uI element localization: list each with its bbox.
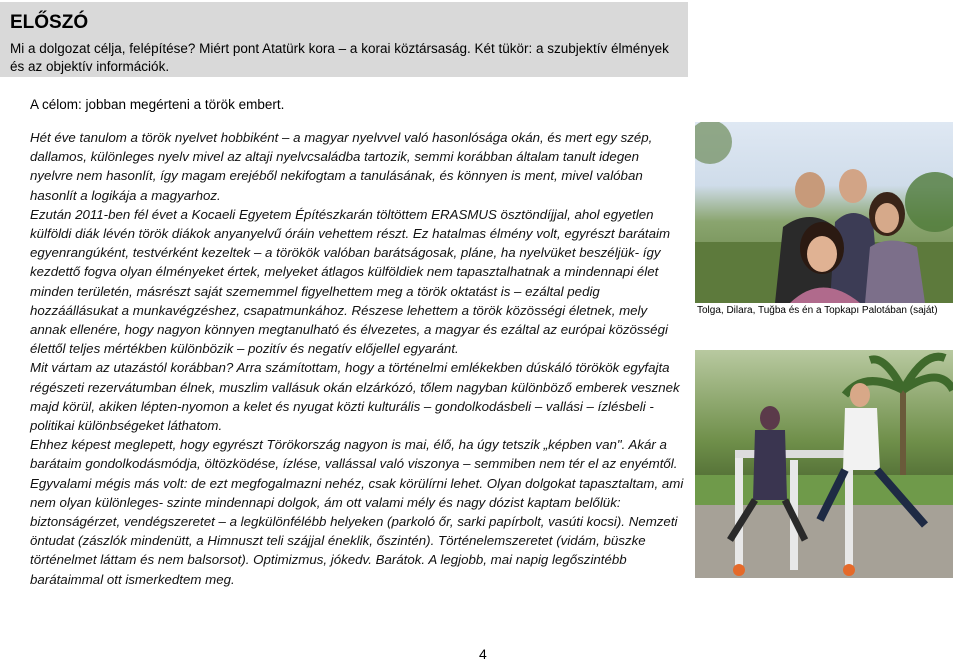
chapter-header — [0, 2, 688, 77]
chapter-title: ELŐSZÓ — [10, 12, 89, 33]
photo-park-exercise — [695, 350, 953, 578]
chapter-subtitle: Mi a dolgozat célja, felépítése? Miért pont Atatürk kora – a korai köztársaság. Két tükör: a szubjektív élmények és az objektív információk. — [10, 41, 669, 74]
paragraph: Ezután 2011-ben fél évet a Kocaeli Egyetem Építészkarán töltöttem ERASMUS ösztöndíjjal, ahol egyetlen külföldi diák lévén török diákok anyanyelvű óráin vehettem részt. Ez hatalmas élmény volt, egyrészt barátaim egyenrangúként, testvérként kezeltek – a törökök valóban barátságosak, pláne, ha nyelvüket beszéljük- így kezdettő fogva olyan élményeket értek, melyeket átlagos külföldiek nem tapasztalhatnak a mindennapi élet minden területén, másrészt saját szememmel figyelhettem meg a török oktatást is – ezáltal pedig hozzáállásukat a munkavégzéshez, csapatmunkához. Részese lehettem a török közösségi életnek, mely annak ellenére, hogy nagyon könnyen megtanulható és élvezetes, a magyar és ezáltal az európai közösségi élettől teljes mértékben különbözik – pozitív és negatív előjellel egyaránt. — [30, 206, 671, 357]
page-number: 4 — [479, 646, 487, 662]
photo-friends-topkapi — [695, 122, 953, 303]
photo-caption: Tolga, Dilara, Tuğba és én a Topkapı Palotában (saját) — [697, 305, 938, 316]
paragraph: Mit vártam az utazástól korábban? Arra számítottam, hogy a történelmi emlékekben dúskáló törökök egyfajta régészeti rezervátumban élnek, muszlim vallásuk okán elzárkózó, tőlem nagyban különböző emberek vesznek majd körül, akiken lépten-nyomon a kelet és nyugat közti kulturális – gondolkodásbeli – vallási – ízlésbeli - politikai különbségeket láthatom. — [30, 360, 680, 434]
goal-statement: A célom: jobban megérteni a török embert. — [30, 97, 285, 112]
body-text — [30, 128, 685, 589]
paragraph: Ehhez képest meglepett, hogy egyrészt Törökország nagyon is mai, élő, ha úgy tetszik „képben van". Akár a barátaim gondolkodásmódja, öltözködése, ízlése, vallással való viszonya – semmiben nem tér el az enyémtől. Egyvalami mégis más volt: de ezt megfogalmazni nehéz, csak körülírni lehet. Olyan dolgokat tapasztaltam, ami nem olyan különleges- szinte mindennapi dolgok, ám ott valami mély és nagy dózist kaptam belőlük: biztonságérzet, vendégszeretet – a legkülönfélébb helyeken (parkoló őr, sarki papírbolt, vasúti kocsi). Nemzeti öntudat (zászlók mindenütt, a Himnuszt teli szájjal éneklik, őszintén). Történelemszeretet (vidám, büszke történelmet láttam és nem balsorsot). Optimizmus, jókedv. Barátok. A legjobb, mai napig legőszintébb barátaimmal ott ismerkedtem meg. — [30, 437, 684, 587]
paragraph: Hét éve tanulom a török nyelvet hobbiként – a magyar nyelvvel való hasonlósága okán, és mert egy szép, dallamos, különleges nyelv mivel az altaji nyelvcsaládba tartozik, semmi korábban általam tanult idegen nyelvre nem hasonlít, így magam erejéből nekifogtam a tanulásának, és könnyen is ment, mivel valóban hasonlít a logikája a magyarhoz. — [30, 130, 653, 203]
